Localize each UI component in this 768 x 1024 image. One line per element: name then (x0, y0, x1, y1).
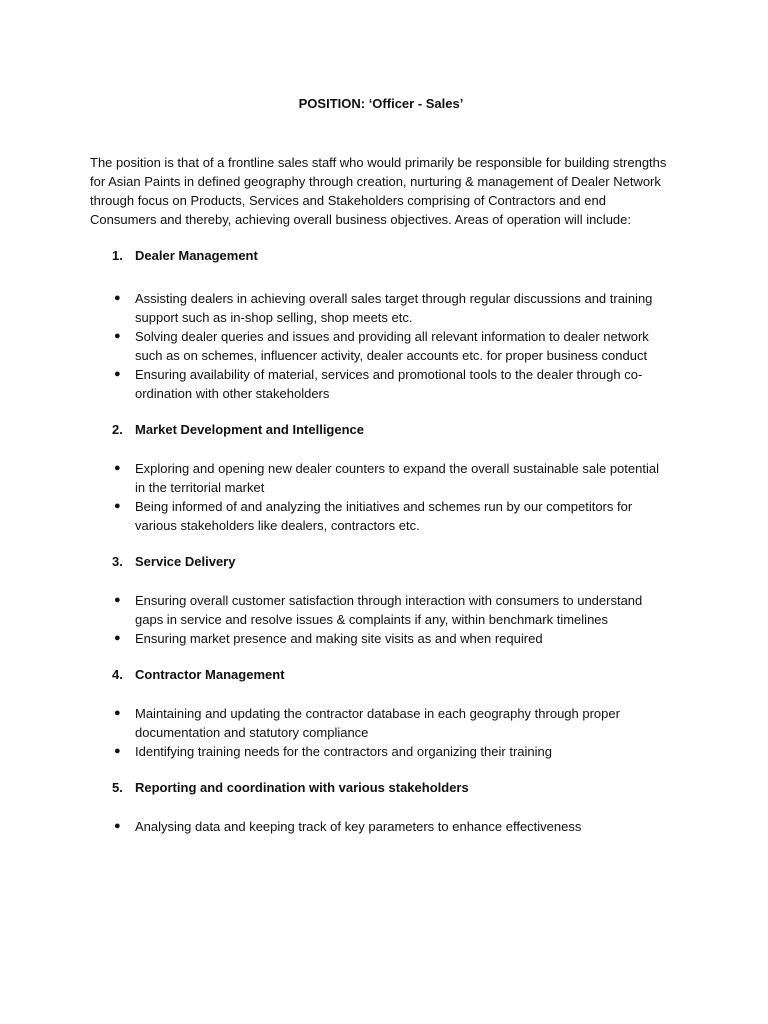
section-heading (112, 420, 672, 439)
bullet-icon: ● (114, 368, 121, 380)
bullet-icon: ● (114, 330, 121, 342)
list-item (90, 817, 672, 836)
section-heading-text: Contractor Management (135, 667, 285, 682)
list-item-text: Exploring and opening new dealer counters to expand the overall sustainable sale potential in the territorial market (135, 461, 659, 495)
section-number: 2. (112, 422, 123, 437)
list-item (90, 742, 672, 761)
list-item (90, 289, 672, 327)
section-contractor-management (90, 665, 672, 761)
list-item-text: Identifying training needs for the contractors and organizing their training (135, 744, 552, 759)
list-item (90, 459, 672, 497)
list-item-text: Ensuring market presence and making site visits as and when required (135, 631, 543, 646)
bullet-icon: ● (114, 820, 121, 832)
intro-paragraph: The position is that of a frontline sales staff who would primarily be responsible for building strengths for Asian Paints in defined geography through creation, nurturing & management of Dealer Network through focus on Products, Services and Stakeholders comprising of Contractors and end Consumers and thereby, achieving overall business objectives. Areas of operation will include: (90, 155, 667, 227)
section-heading-text: Dealer Management (135, 248, 258, 263)
section-heading-text: Service Delivery (135, 554, 236, 569)
section-heading-text: Reporting and coordination with various stakeholders (135, 780, 469, 795)
section-heading (112, 552, 672, 571)
list-item-text: Ensuring availability of material, services and promotional tools to the dealer through co-ordination with other stakeholders (135, 367, 643, 401)
section-number: 3. (112, 554, 123, 569)
list-item-text: Ensuring overall customer satisfaction through interaction with consumers to understand gaps in service and resolve issues & complaints if any, within benchmark timelines (135, 593, 643, 627)
list-item (90, 327, 672, 365)
bullet-icon: ● (114, 745, 121, 757)
list-item (90, 365, 672, 403)
section-heading (112, 778, 672, 797)
bullet-list (90, 459, 672, 535)
section-reporting-coordination (90, 778, 672, 836)
document-title: POSITION: ‘Officer - Sales’ (298, 96, 464, 111)
bullet-list (90, 817, 672, 836)
section-dealer-management (90, 246, 672, 403)
section-market-development (90, 420, 672, 535)
list-item-text: Solving dealer queries and issues and providing all relevant information to dealer network such as on schemes, influencer activity, dealer accounts etc. for proper business conduct (135, 329, 649, 363)
bullet-list (90, 591, 672, 648)
bullet-icon: ● (114, 707, 121, 719)
section-number: 1. (112, 248, 123, 263)
list-item (90, 591, 672, 629)
list-item-text: Assisting dealers in achieving overall sales target through regular discussions and training support such as in-shop selling, shop meets etc. (135, 291, 653, 325)
list-item-text: Analysing data and keeping track of key parameters to enhance effectiveness (135, 819, 582, 834)
section-number: 5. (112, 780, 123, 795)
list-item (90, 629, 672, 648)
bullet-list (90, 289, 672, 403)
bullet-icon: ● (114, 462, 121, 474)
list-item-text: Being informed of and analyzing the initiatives and schemes run by our competitors for various stakeholders like dealers, contractors etc. (135, 499, 633, 533)
list-item (90, 704, 672, 742)
section-service-delivery (90, 552, 672, 648)
list-item (90, 497, 672, 535)
section-heading-text: Market Development and Intelligence (135, 422, 365, 437)
bullet-icon: ● (114, 292, 121, 304)
list-item-text: Maintaining and updating the contractor database in each geography through proper documentation and statutory compliance (135, 706, 620, 740)
section-heading (112, 665, 672, 684)
section-number: 4. (112, 667, 123, 682)
bullet-icon: ● (114, 632, 121, 644)
bullet-icon: ● (114, 500, 121, 512)
section-heading (112, 246, 672, 265)
bullet-icon: ● (114, 594, 121, 606)
bullet-list (90, 704, 672, 761)
